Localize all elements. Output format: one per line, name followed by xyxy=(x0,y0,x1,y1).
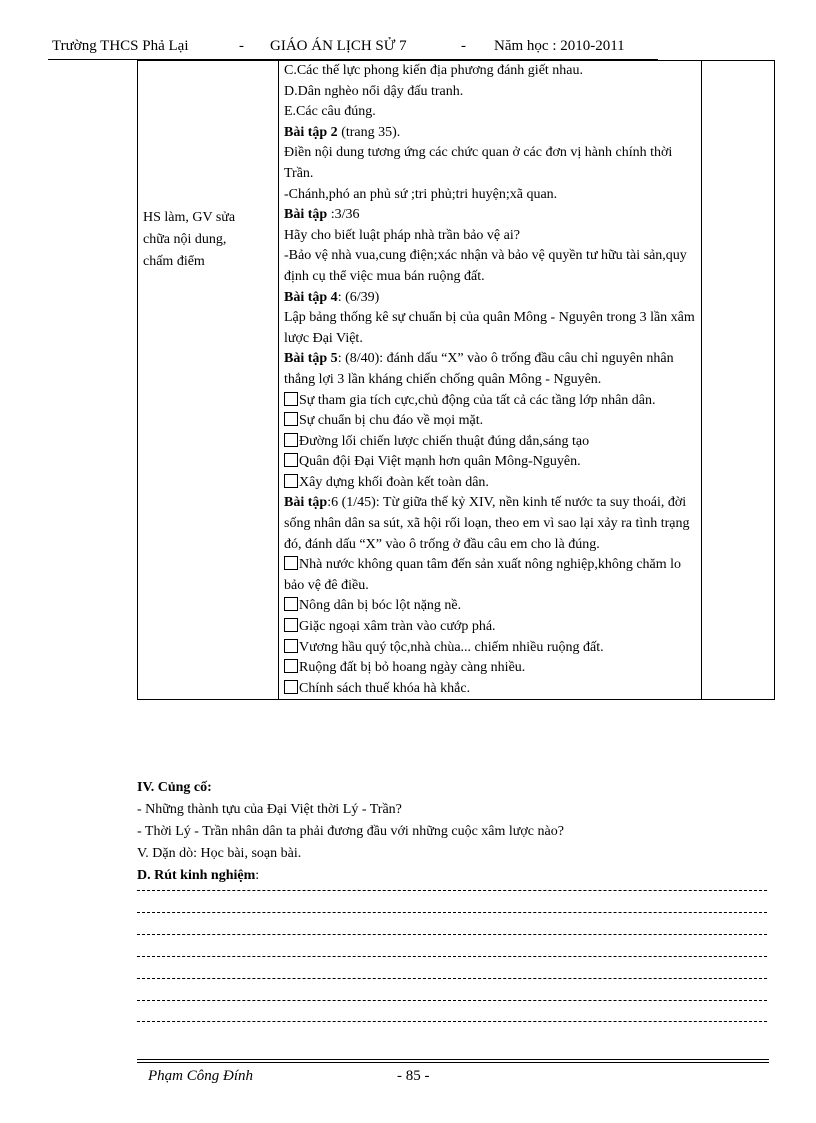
exercise-2-answer: -Chánh,phó an phủ sứ ;tri phủ;tri huyện;xã quan. xyxy=(284,186,558,202)
exercise-6-heading: Bài tập:6 (1/45): Từ giữa thế kỷ XIV, nền kinh tế nước ta suy thoái, đời sống nhân dân sa sút, xã hội rối loạn, theo em vì sao lại xảy ra tình trạng đó, đánh dấu “X” vào ô trống ở đầu câu em cho là đúng. xyxy=(284,495,690,552)
page-number: - 85 - xyxy=(397,1068,430,1084)
school-name: Trường THCS Phả Lại xyxy=(52,38,189,54)
list-item: Sự chuẩn bị chu đáo về mọi mặt. xyxy=(284,411,697,432)
consolidation-item: - Thời Lý - Trần nhân dân ta phải đương đầu với những cuộc xâm lược nào? xyxy=(137,824,564,839)
blank-line[interactable] xyxy=(137,956,767,957)
list-item: Đường lối chiến lược chiến thuật đúng dắn,sáng tạo xyxy=(284,432,697,453)
list-item: Nông dân bị bóc lột nặng nề. xyxy=(284,596,697,617)
header-separator: - xyxy=(461,38,466,54)
checkbox-icon[interactable] xyxy=(284,392,298,406)
lesson-table xyxy=(137,60,775,700)
footer-rule xyxy=(137,1059,769,1060)
school-year: Năm học : 2010-2011 xyxy=(494,38,625,54)
consolidation-item: - Những thành tựu của Đại Việt thời Lý - Trần? xyxy=(137,802,402,817)
blank-line[interactable] xyxy=(137,978,767,979)
checkbox-icon[interactable] xyxy=(284,618,298,632)
list-item: Ruộng đất bị bỏ hoang ngày càng nhiều. xyxy=(284,658,697,679)
exercise-4-heading: Bài tập 4: (6/39) xyxy=(284,289,380,305)
checkbox-icon[interactable] xyxy=(284,453,298,467)
list-item: Nhà nước không quan tâm đến sản xuất nông nghiệp,không chăm lo bảo vệ đê điều. xyxy=(284,557,682,593)
blank-line[interactable] xyxy=(137,1021,767,1022)
blank-line[interactable] xyxy=(137,934,767,935)
page-header xyxy=(52,38,657,58)
table-row xyxy=(138,61,775,700)
option-c: C.Các thế lực phong kiến địa phương đánh giết nhau. xyxy=(284,63,584,78)
blank-line[interactable] xyxy=(137,912,767,913)
footer-rule xyxy=(137,1062,769,1063)
notes-cell xyxy=(702,61,775,700)
list-item: Sự tham gia tích cực,chủ động của tất cả các tầng lớp nhân dân. xyxy=(284,391,697,412)
list-item: Vương hầu quý tộc,nhà chùa... chiếm nhiều ruộng đất. xyxy=(284,638,697,659)
exercise-3-question: Hãy cho biết luật pháp nhà trần bảo vệ ai? xyxy=(284,227,520,243)
checkbox-icon[interactable] xyxy=(284,597,298,611)
checkbox-icon[interactable] xyxy=(284,412,298,426)
blank-line[interactable] xyxy=(137,890,767,891)
checkbox-icon[interactable] xyxy=(284,433,298,447)
lesson-wrapup xyxy=(137,777,777,887)
exercise-4-text: Lập bảng thống kê sự chuẩn bị của quân Mông - Nguyên trong 3 lần xâm lược Đại Việt. xyxy=(284,310,695,346)
list-item: Quân đội Đại Việt mạnh hơn quân Mông-Nguyên. xyxy=(284,452,697,473)
experience-heading: D. Rút kinh nghiệm: xyxy=(137,868,260,883)
teacher-note: HS làm, GV sửa chữa nội dung, chấm điểm xyxy=(143,210,236,269)
list-item: Xây dựng khối đoàn kết toàn dân. xyxy=(284,473,697,494)
checkbox-icon[interactable] xyxy=(284,659,298,673)
blank-line[interactable] xyxy=(137,1000,767,1001)
option-e: E.Các câu đúng. xyxy=(284,104,376,120)
list-item: Chính sách thuế khóa hà khắc. xyxy=(284,679,697,700)
exercise-5-heading: Bài tập 5: (8/40): đánh dấu “X” vào ô trống đầu câu chỉ nguyên nhân thắng lợi 3 lần kháng chiến chống quân Mông - Nguyên. xyxy=(284,351,674,387)
list-item: Giặc ngoại xâm tràn vào cướp phá. xyxy=(284,617,697,638)
exercise-2-heading: Bài tập 2 (trang 35). xyxy=(284,124,401,140)
header-separator: - xyxy=(239,38,244,54)
exercise-3-heading: Bài tập :3/36 xyxy=(284,207,360,223)
exercise-3-answer: -Bảo vệ nhà vua,cung điện;xác nhận và bảo vệ quyền tư hữu tài sản,quy định cụ thể việc mua bán ruộng đất. xyxy=(284,248,687,284)
option-d: D.Dân nghèo nổi dậy đấu tranh. xyxy=(284,83,464,99)
exercise-2-text: Điền nội dung tương ứng các chức quan ở các đơn vị hành chính thời Trần. xyxy=(284,145,673,181)
subject-title: GIÁO ÁN LỊCH SỬ 7 xyxy=(270,38,407,54)
checkbox-icon[interactable] xyxy=(284,639,298,653)
homework: V. Dặn dò: Học bài, soạn bài. xyxy=(137,846,302,861)
checkbox-icon[interactable] xyxy=(284,680,298,694)
activity-cell xyxy=(138,61,279,700)
checkbox-icon[interactable] xyxy=(284,474,298,488)
checkbox-icon[interactable] xyxy=(284,556,298,570)
author-name: Phạm Công Đính xyxy=(148,1068,253,1084)
exercise-content xyxy=(279,61,701,699)
consolidation-title: IV. Củng cố: xyxy=(137,780,212,795)
content-cell xyxy=(279,61,702,700)
